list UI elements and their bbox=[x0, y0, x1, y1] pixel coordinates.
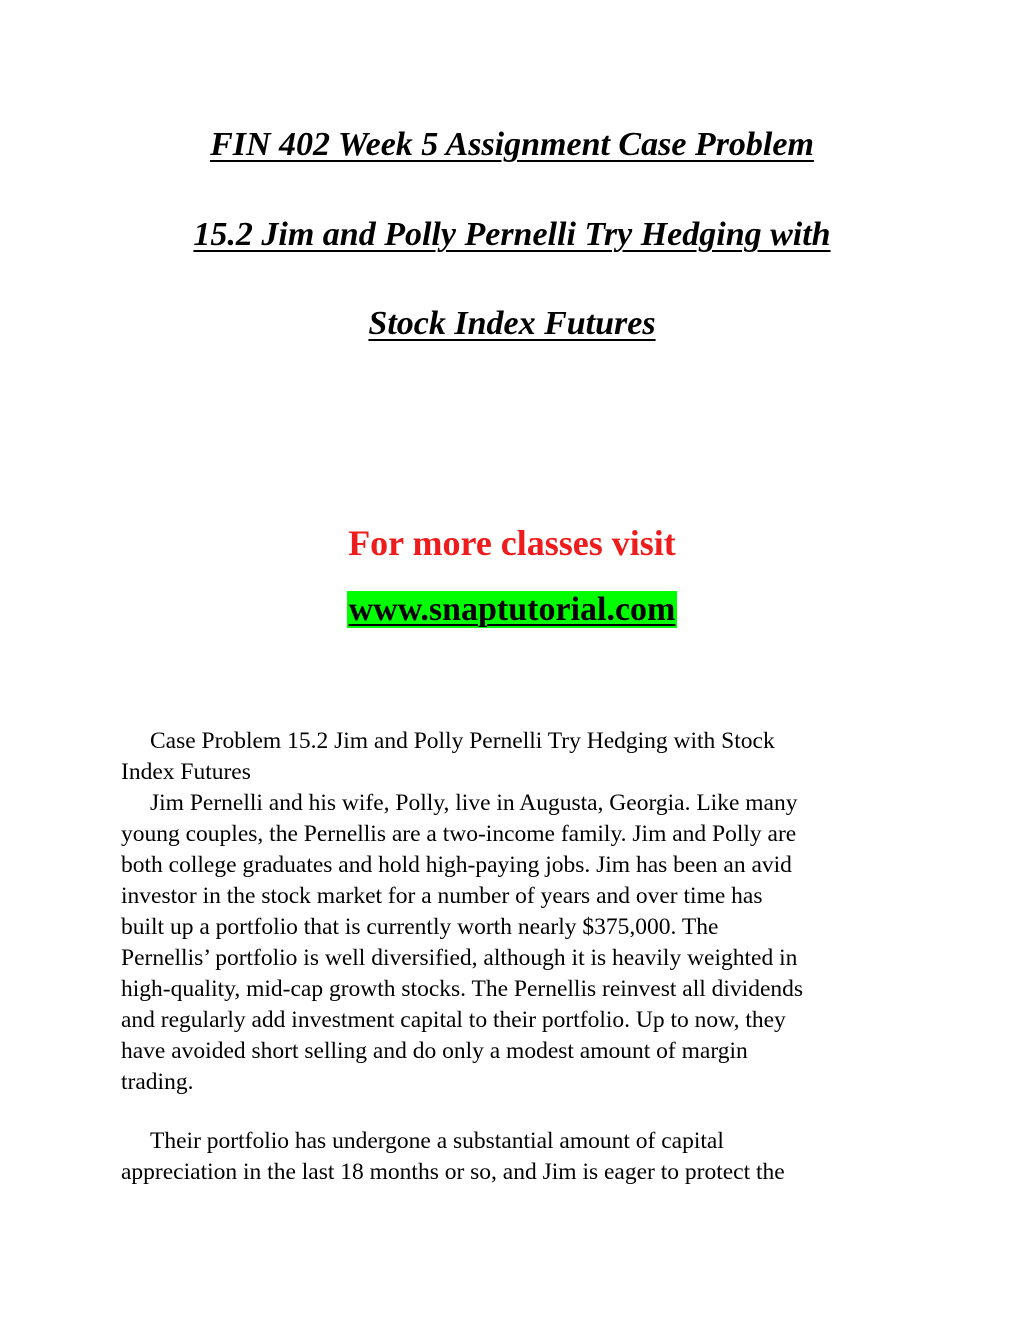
paragraph-line: and regularly add investment capital to their portfolio. Up to now, they bbox=[121, 1007, 786, 1033]
paragraph-line: high-quality, mid-cap growth stocks. The Pernellis reinvest all dividends bbox=[121, 976, 804, 1002]
title-line-3: Stock Index Futures bbox=[368, 305, 656, 342]
paragraph-line: Jim Pernelli and his wife, Polly, live in Augusta, Georgia. Like many bbox=[150, 790, 798, 816]
paragraph-line: trading. bbox=[121, 1069, 194, 1095]
paragraph-line: young couples, the Pernellis are a two-income family. Jim and Polly are bbox=[121, 821, 797, 847]
paragraph-line: Index Futures bbox=[121, 759, 251, 785]
title-line-1: FIN 402 Week 5 Assignment Case Problem bbox=[210, 126, 814, 163]
promo-text: For more classes visit bbox=[348, 523, 676, 563]
paragraph-line: have avoided short selling and do only a modest amount of margin bbox=[121, 1038, 748, 1064]
paragraph-line: Their portfolio has undergone a substantial amount of capital bbox=[150, 1128, 724, 1154]
paragraph-line: Pernellis’ portfolio is well diversified, although it is heavily weighted in bbox=[121, 945, 798, 971]
promo-link-container bbox=[0, 590, 1024, 630]
paragraph-line: built up a portfolio that is currently worth nearly $375,000. The bbox=[121, 914, 719, 940]
paragraph-line: appreciation in the last 18 months or so, and Jim is eager to protect the bbox=[121, 1159, 785, 1185]
title-line-2: 15.2 Jim and Polly Pernelli Try Hedging with bbox=[193, 216, 831, 253]
promo-link[interactable]: www.snaptutorial.com bbox=[348, 591, 676, 628]
paragraph-line: both college graduates and hold high-paying jobs. Jim has been an avid bbox=[121, 852, 792, 878]
paragraph-line: Case Problem 15.2 Jim and Polly Pernelli Try Hedging with Stock bbox=[150, 728, 775, 754]
body-paragraph-1 bbox=[121, 726, 911, 1098]
body-paragraph-2 bbox=[121, 1126, 911, 1188]
paragraph-line: investor in the stock market for a number of years and over time has bbox=[121, 883, 763, 909]
